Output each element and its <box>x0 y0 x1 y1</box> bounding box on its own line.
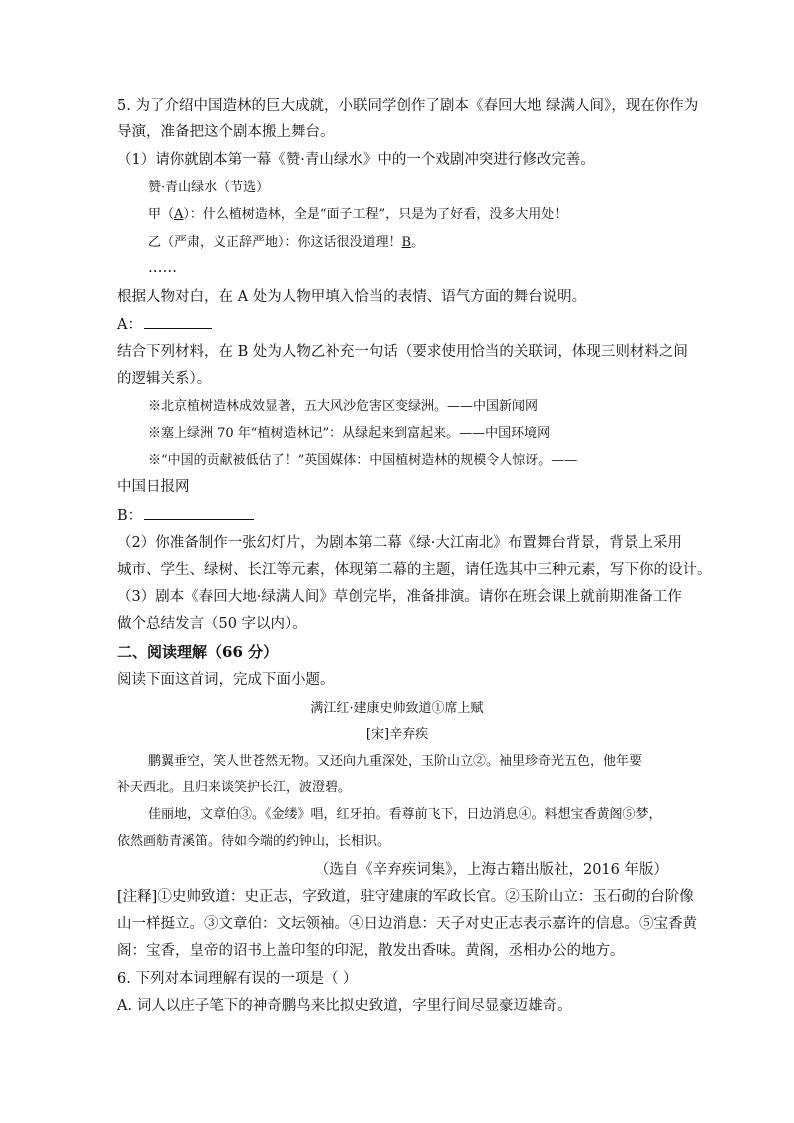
answer-b-blank[interactable] <box>144 505 254 520</box>
script-ellipsis: …… <box>148 260 177 276</box>
yi-mark-b: B <box>401 235 412 250</box>
answer-b-label: B： <box>117 508 143 524</box>
jia-prefix: 甲（ <box>148 207 175 222</box>
material-3-line1: ※“中国的贡献被低估了！”英国媒体：中国植树造林的规模令人惊讶。—— <box>148 453 578 468</box>
answer-a-row <box>117 314 212 335</box>
script-line-jia <box>148 205 567 225</box>
material-1: ※北京植树造林成效显著，五大风沙危害区变绿洲。——中国新闻网 <box>148 399 539 414</box>
q5-sub1: （1）请你就剧本第一幕《赞·青山绿水》中的一个戏剧冲突进行修改完善。 <box>117 152 595 168</box>
q5-sub2-line2: 城市、学生、绿树、长江等元素，体现第二幕的主题，请任选其中三种元素，写下你的设计。 <box>117 562 712 578</box>
poem-line3: 佳丽地，文章伯③。《金缕》唱，红牙拍。看尊前飞下，日边消息④。料想宝香黄阁⑤梦， <box>148 807 662 822</box>
q5-sub3-line2: 做个总结发言（50 字以内）。 <box>117 616 307 632</box>
instruction-b-line1: 结合下列材料，在 B 处为人物乙补充一句话（要求使用恰当的关联词，体现三则材料之间 <box>117 344 688 360</box>
q5-sub3-line1: （3）剧本《春回大地·绿满人间》草创完毕，准备排演。请你在班会课上就前期准备工作 <box>117 589 682 605</box>
yi-end: 。 <box>411 235 425 250</box>
material-3-line2: 中国日报网 <box>117 479 190 495</box>
jia-mark-a: A <box>174 207 184 222</box>
note-line3: 阁：宝香，皇帝的诏书上盖印玺的印泥，散发出香味。黄阁，丞相办公的地方。 <box>117 943 625 959</box>
script-line-yi <box>148 233 424 253</box>
poem-title: 满江红·建康史帅致道①席上赋 <box>310 701 484 716</box>
section2-intro: 阅读下面这首词，完成下面小题。 <box>117 672 335 688</box>
poem-source: （选自《辛弃疾词集》，上海古籍出版社，2016 年版） <box>314 862 668 878</box>
poem-line1: 鹏翼垂空，笑人世苍然无物。又还向九重深处，玉阶山立②。袖里珍奇光五色，他年要 <box>148 754 643 769</box>
answer-b-row <box>117 505 254 526</box>
note-line1: [注释]①史帅致道：史正志，字致道，驻守建康的军政长官。②玉阶山立：玉石砌的台阶像 <box>117 889 694 905</box>
script-title: 赞·青山绿水（节选） <box>148 180 270 195</box>
jia-speech: ）：什么植树造林，全是“面子工程”，只是为了好看，没多大用处！ <box>183 207 568 222</box>
instruction-a: 根据人物对白，在 A 处为人物甲填入恰当的表情、语气方面的舞台说明。 <box>117 289 587 305</box>
section2-heading: 二、阅读理解（66 分） <box>117 643 279 661</box>
answer-a-label: A： <box>117 317 142 333</box>
instruction-b-line2: 的逻辑关系）。 <box>117 371 212 387</box>
material-2: ※塞上绿洲 70 年“植树造林记”：从绿起来到富起来。——中国环境网 <box>148 426 551 441</box>
q6-stem: 6. 下列对本词理解有误的一项是（ ） <box>117 971 358 987</box>
q5-stem-line1: 5. 为了介绍中国造林的巨大成就，小联同学创作了剧本《春回大地 绿满人间》，现在你作为 <box>117 98 699 114</box>
answer-a-blank[interactable] <box>144 314 212 329</box>
poem-line2: 补天西北。且归来谈笑护长江，波澄碧。 <box>117 780 352 795</box>
q5-stem-line2: 导演，准备把这个剧本搬上舞台。 <box>117 124 335 140</box>
q6-option-a[interactable]: A. 词人以庄子笔下的神奇鹏鸟来比拟史致道，字里行间尽显豪迈雄奇。 <box>117 998 572 1014</box>
note-line2: 山一样挺立。③文章伯：文坛领袖。④日边消息：天子对史正志表示嘉许的信息。⑤宝香黄 <box>117 916 697 932</box>
yi-speech: 乙（严肃，义正辞严地）：你这话很没道理！ <box>148 235 402 250</box>
poem-author: [宋]辛弃疾 <box>365 727 429 742</box>
q5-sub2-line1: （2）你准备制作一张幻灯片，为剧本第二幕《绿·大江南北》布置舞台背景，背景上采用 <box>117 535 682 551</box>
poem-line4: 依然画舫青溪笛。待如今端的约钟山，长相识。 <box>117 834 391 849</box>
